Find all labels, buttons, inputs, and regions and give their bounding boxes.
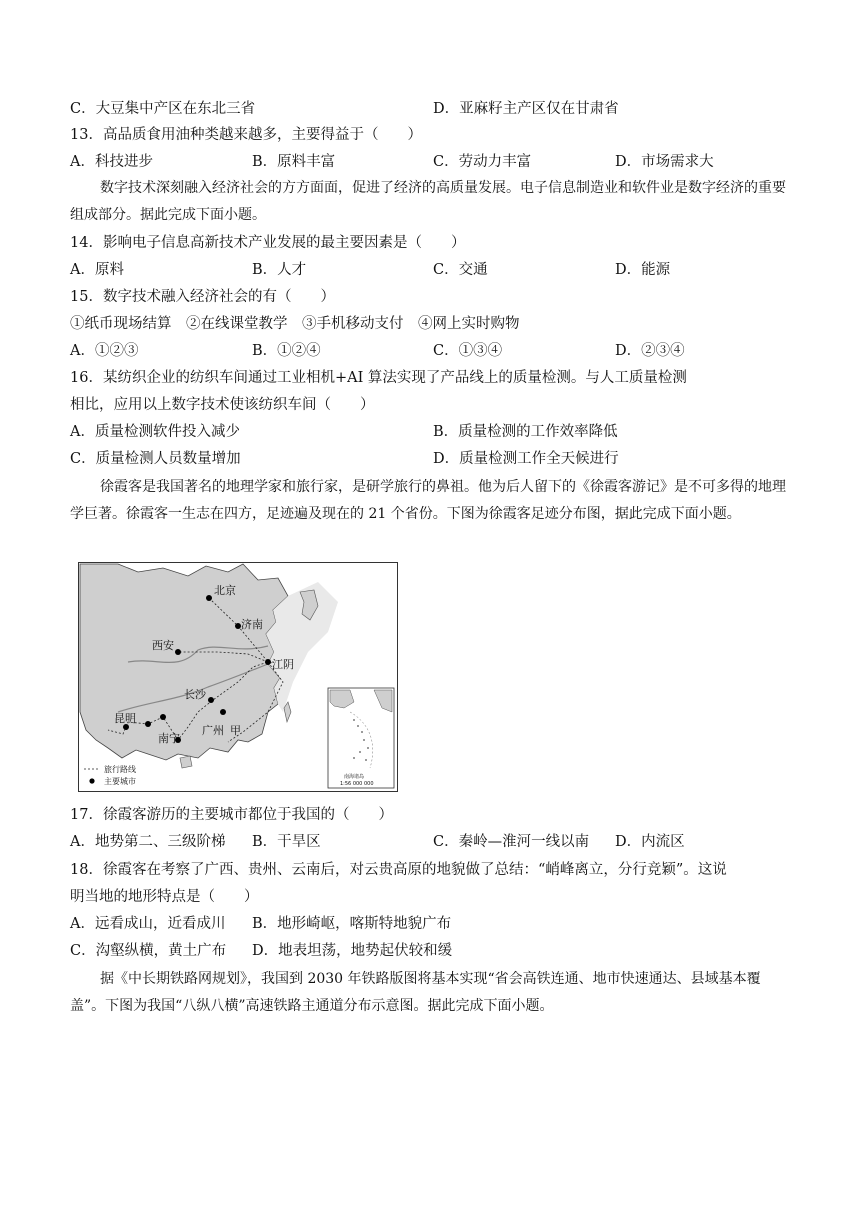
q13-option-c: C．劳动力丰富 bbox=[433, 154, 532, 170]
city-label-jiangyin: 江阴 bbox=[272, 658, 294, 671]
xu-xiake-route-map bbox=[78, 562, 398, 792]
inset-title: 南海诸岛 bbox=[344, 774, 365, 780]
city-dot bbox=[145, 721, 151, 727]
q17-option-a: A．地势第二、三级阶梯 bbox=[70, 834, 226, 850]
city-dot bbox=[175, 649, 181, 655]
city-label-beijing: 北京 bbox=[214, 584, 236, 597]
q14-option-d: D．能源 bbox=[615, 262, 671, 278]
q18-option-c: C．沟壑纵横，黄土广布 bbox=[70, 943, 227, 959]
q13-stem: 13．高品质食用油种类越来越多，主要得益于（ ） bbox=[70, 127, 422, 143]
legend-city-label: 主要城市 bbox=[104, 777, 136, 786]
q17-stem: 17．徐霞客游历的主要城市都位于我国的（ ） bbox=[70, 807, 393, 823]
q18-stem-line2: 明当地的地形特点是（ ） bbox=[70, 889, 259, 905]
q16-stem-line2: 相比，应用以上数字技术使该纺织车间（ ） bbox=[70, 397, 375, 413]
q18-option-b: B．地形崎岖，喀斯特地貌广布 bbox=[252, 916, 452, 932]
q13-option-d: D．市场需求大 bbox=[615, 154, 714, 170]
passage-railway-plan: 据《中长期铁路网规划》，我国到 2030 年铁路版图将基本实现“省会高铁连通、地市快速通达、县域基本覆盖”。下图为我国“八纵八横”高速铁路主通道分布示意图。据此完成下面小题。 bbox=[70, 971, 761, 1014]
q17-option-c: C．秦岭—淮河一线以南 bbox=[433, 834, 590, 850]
q13-option-b: B．原料丰富 bbox=[252, 154, 336, 170]
city-label-xian: 西安 bbox=[152, 639, 174, 652]
q16-option-b: B．质量检测的工作效率降低 bbox=[433, 424, 618, 440]
q14-stem: 14．影响电子信息高新技术产业发展的最主要因素是（ ） bbox=[70, 235, 466, 251]
q15-option-c: C．①③④ bbox=[433, 343, 503, 359]
q12-option-c: C．大豆集中产区在东北三省 bbox=[70, 101, 256, 117]
passage-xu-xiake: 徐霞客是我国著名的地理学家和旅行家，是研学旅行的鼻祖。他为后人留下的《徐霞客游记》是不可多得的地理学巨著。徐霞客一生志在四方，足迹遍及现在的 21 个省份。下图为徐霞客足迹分布图，据此完成下面小题。 bbox=[70, 479, 786, 522]
city-label-jinan: 济南 bbox=[241, 618, 263, 631]
city-label-guangzhou: 广州 bbox=[202, 724, 224, 737]
map-label-jia: 甲 bbox=[230, 724, 241, 737]
q12-option-d: D．亚麻籽主产区仅在甘肃省 bbox=[433, 101, 619, 117]
city-label-changsha: 长沙 bbox=[184, 688, 206, 701]
south-china-sea-inset bbox=[328, 688, 394, 788]
city-label-kunming: 昆明 bbox=[114, 712, 136, 725]
q15-stem: 15．数字技术融入经济社会的有（ ） bbox=[70, 289, 335, 305]
city-dot bbox=[265, 659, 271, 665]
legend-route-label: 旅行路线 bbox=[104, 765, 136, 774]
q14-option-b: B．人才 bbox=[252, 262, 307, 278]
city-dot bbox=[220, 709, 226, 715]
q15-option-a: A．①②③ bbox=[70, 343, 139, 359]
q18-option-a: A．远看成山，近看成川 bbox=[70, 916, 226, 932]
china-landmass bbox=[80, 564, 288, 760]
q14-option-c: C．交通 bbox=[433, 262, 488, 278]
passage-digital-economy: 数字技术深刻融入经济社会的方方面面，促进了经济的高质量发展。电子信息制造业和软件业是数字经济的重要组成部分。据此完成下面小题。 bbox=[70, 180, 786, 223]
q13-option-a: A．科技进步 bbox=[70, 154, 153, 170]
q18-stem-line1: 18．徐霞客在考察了广西、贵州、云南后，对云贵高原的地貌做了总结：“峭峰离立，分行竞颖”。这说 bbox=[70, 862, 727, 878]
q16-option-c: C．质量检测人员数量增加 bbox=[70, 451, 241, 467]
city-dot bbox=[160, 714, 166, 720]
city-dot bbox=[206, 595, 212, 601]
q14-option-a: A．原料 bbox=[70, 262, 124, 278]
city-label-nanning: 南宁 bbox=[158, 732, 180, 745]
q18-option-d: D．地表坦荡，地势起伏较和缓 bbox=[252, 943, 453, 959]
inset-scale: 1:56 000 000 bbox=[340, 781, 374, 787]
q15-option-b: B．①②④ bbox=[252, 343, 321, 359]
q16-option-a: A．质量检测软件投入减少 bbox=[70, 424, 240, 440]
q16-option-d: D．质量检测工作全天候进行 bbox=[433, 451, 619, 467]
q17-option-b: B．干旱区 bbox=[252, 834, 321, 850]
q16-stem-line1: 16．某纺织企业的纺织车间通过工业相机+AI 算法实现了产品线上的质量检测。与人工质量检测 bbox=[70, 370, 687, 386]
city-dot bbox=[208, 697, 214, 703]
q15-option-d: D．②③④ bbox=[615, 343, 685, 359]
q15-items: ①纸币现场结算 ②在线课堂教学 ③手机移动支付 ④网上实时购物 bbox=[70, 316, 520, 332]
q17-option-d: D．内流区 bbox=[615, 834, 685, 850]
